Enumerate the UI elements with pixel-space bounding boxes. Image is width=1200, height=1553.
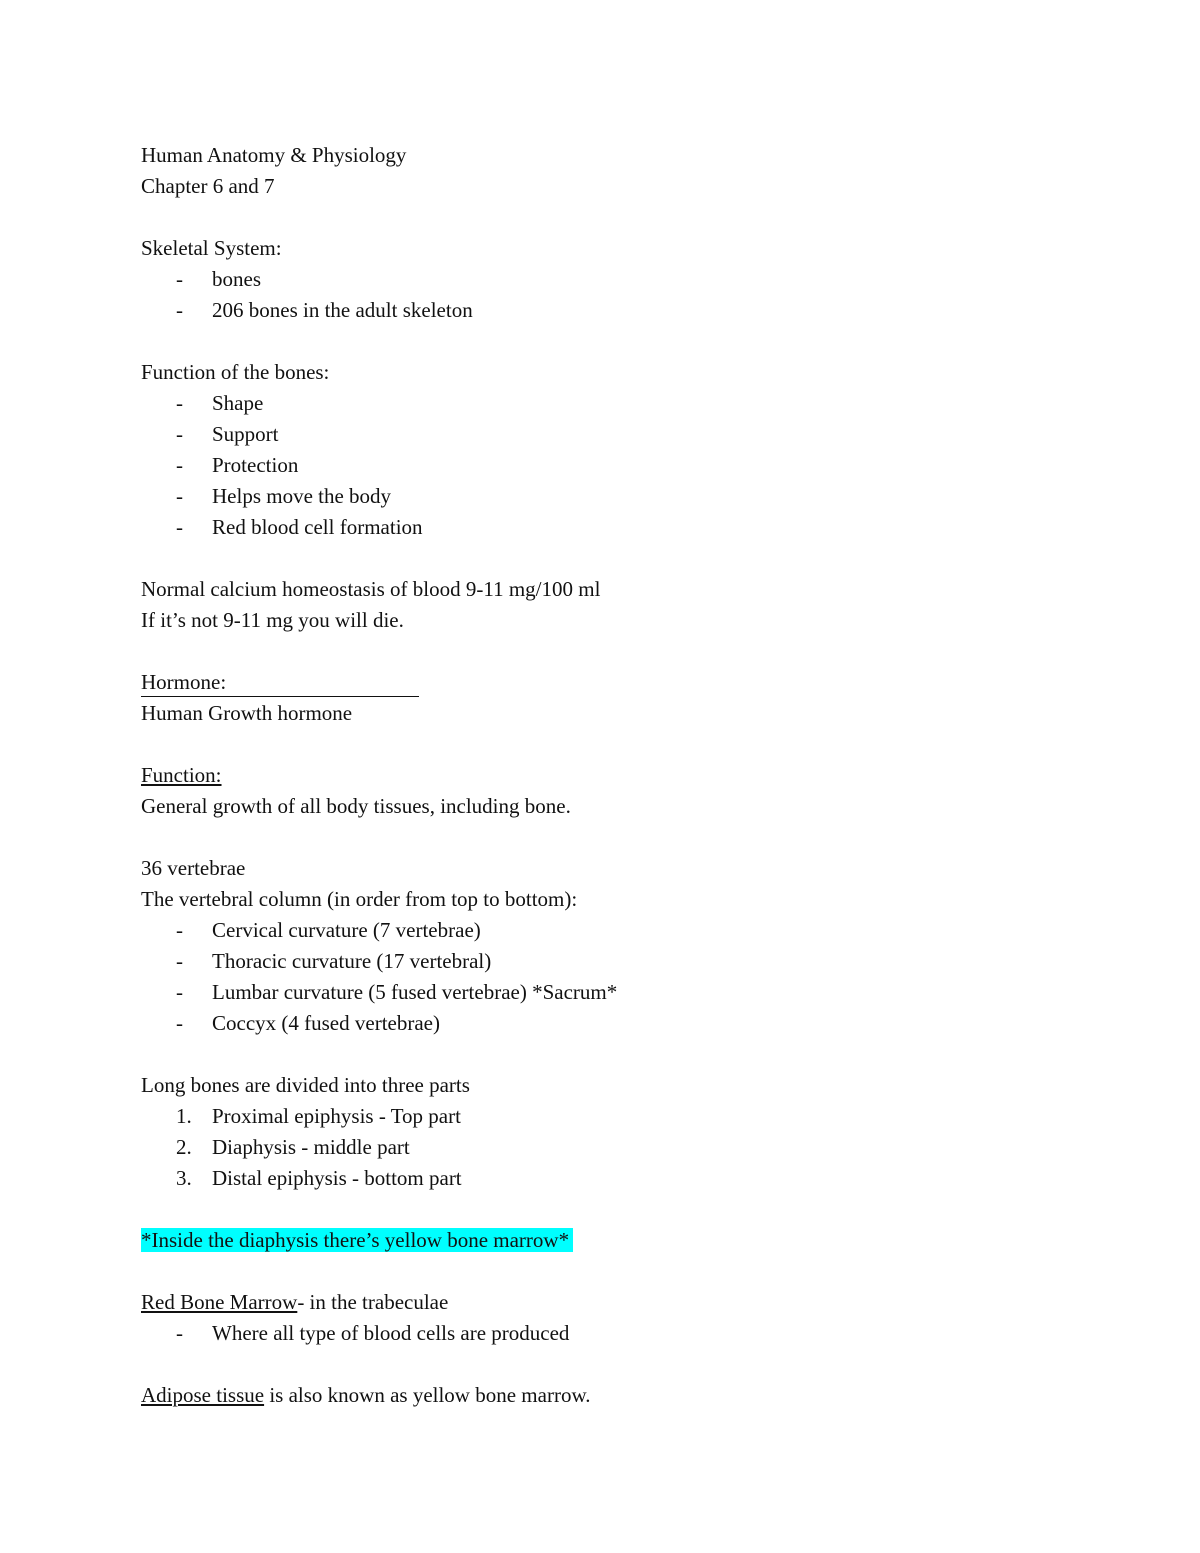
spacer: [141, 636, 1101, 667]
list-item: [141, 450, 1101, 481]
function-label: Function:: [141, 763, 222, 787]
skeletal-heading: Skeletal System:: [141, 236, 282, 260]
calcium-line-1: Normal calcium homeostasis of blood 9-11 mg/100 ml: [141, 577, 601, 601]
red-marrow-rest: - in the trabeculae: [297, 1290, 449, 1314]
list-item: [141, 481, 1101, 512]
spacer: [141, 822, 1101, 853]
list-item-text: Lumbar curvature (5 fused vertebrae) *Sacrum*: [212, 980, 618, 1004]
list-item: [141, 512, 1101, 543]
list-item: [141, 946, 1101, 977]
bullet-mark: -: [176, 484, 183, 508]
list-item-text: Helps move the body: [212, 484, 392, 508]
spacer: [141, 1349, 1101, 1380]
adipose-rest: is also known as yellow bone marrow.: [264, 1383, 591, 1407]
bullet-mark: -: [176, 918, 183, 942]
bullet-mark: -: [176, 391, 183, 415]
bullet-mark: -: [176, 422, 183, 446]
list-item: [141, 1318, 1101, 1349]
vertebrae-count: 36 vertebrae: [141, 856, 246, 880]
bullet-mark: -: [176, 298, 183, 322]
list-item-text: bones: [212, 267, 261, 291]
list-item: [141, 915, 1101, 946]
spacer: [141, 1194, 1101, 1225]
list-item: [141, 388, 1101, 419]
document-page: [141, 140, 1101, 1411]
list-item: [141, 1008, 1101, 1039]
calcium-line-2: If it’s not 9-11 mg you will die.: [141, 608, 404, 632]
list-item-text: Coccyx (4 fused vertebrae): [212, 1011, 440, 1035]
vertebrae-heading: The vertebral column (in order from top to bottom):: [141, 887, 578, 911]
numbered-item: [141, 1101, 1101, 1132]
function-value: General growth of all body tissues, including bone.: [141, 794, 571, 818]
list-item: [141, 264, 1101, 295]
spacer: [141, 543, 1101, 574]
item-number: 1.: [176, 1104, 192, 1128]
list-item: [141, 419, 1101, 450]
bullet-mark: -: [176, 1011, 183, 1035]
list-item-text: Shape: [212, 391, 264, 415]
list-item-text: Protection: [212, 453, 299, 477]
chapter-line: Chapter 6 and 7: [141, 174, 275, 198]
list-item-text: 206 bones in the adult skeleton: [212, 298, 473, 322]
list-item-text: Support: [212, 422, 279, 446]
document-title: Human Anatomy & Physiology: [141, 143, 407, 167]
bullet-mark: -: [176, 515, 183, 539]
numbered-item-text: Diaphysis - middle part: [212, 1135, 410, 1159]
numbered-item: [141, 1132, 1101, 1163]
red-marrow-term: Red Bone Marrow: [141, 1290, 298, 1314]
numbered-item-text: Distal epiphysis - bottom part: [212, 1166, 462, 1190]
list-item-text: Cervical curvature (7 vertebrae): [212, 918, 481, 942]
item-number: 2.: [176, 1135, 192, 1159]
hormone-label: Hormone:: [141, 669, 419, 697]
red-marrow-line: [141, 1287, 1101, 1318]
bullet-mark: -: [176, 267, 183, 291]
functions-heading: Function of the bones:: [141, 360, 330, 384]
bullet-mark: -: [176, 1321, 183, 1345]
spacer: [141, 1256, 1101, 1287]
bullet-mark: -: [176, 453, 183, 477]
spacer: [141, 326, 1101, 357]
hormone-value: Human Growth hormone: [141, 701, 353, 725]
list-item: [141, 295, 1101, 326]
function-label-line: [141, 760, 1101, 791]
highlighted-note: *Inside the diaphysis there’s yellow bone marrow*: [141, 1228, 573, 1252]
spacer: [141, 1039, 1101, 1070]
list-item-text: Thoracic curvature (17 vertebral): [212, 949, 492, 973]
list-item-text: Where all type of blood cells are produced: [212, 1321, 570, 1345]
list-item: [141, 977, 1101, 1008]
long-bones-heading: Long bones are divided into three parts: [141, 1073, 470, 1097]
bullet-mark: -: [176, 980, 183, 1004]
numbered-item: [141, 1163, 1101, 1194]
item-number: 3.: [176, 1166, 192, 1190]
highlight-line: [141, 1225, 1101, 1256]
hormone-label-line: [141, 667, 1101, 698]
bullet-mark: -: [176, 949, 183, 973]
adipose-term: Adipose tissue: [141, 1383, 265, 1407]
list-item-text: Red blood cell formation: [212, 515, 423, 539]
adipose-line: [141, 1380, 1101, 1411]
numbered-item-text: Proximal epiphysis - Top part: [212, 1104, 461, 1128]
spacer: [141, 729, 1101, 760]
spacer: [141, 202, 1101, 233]
